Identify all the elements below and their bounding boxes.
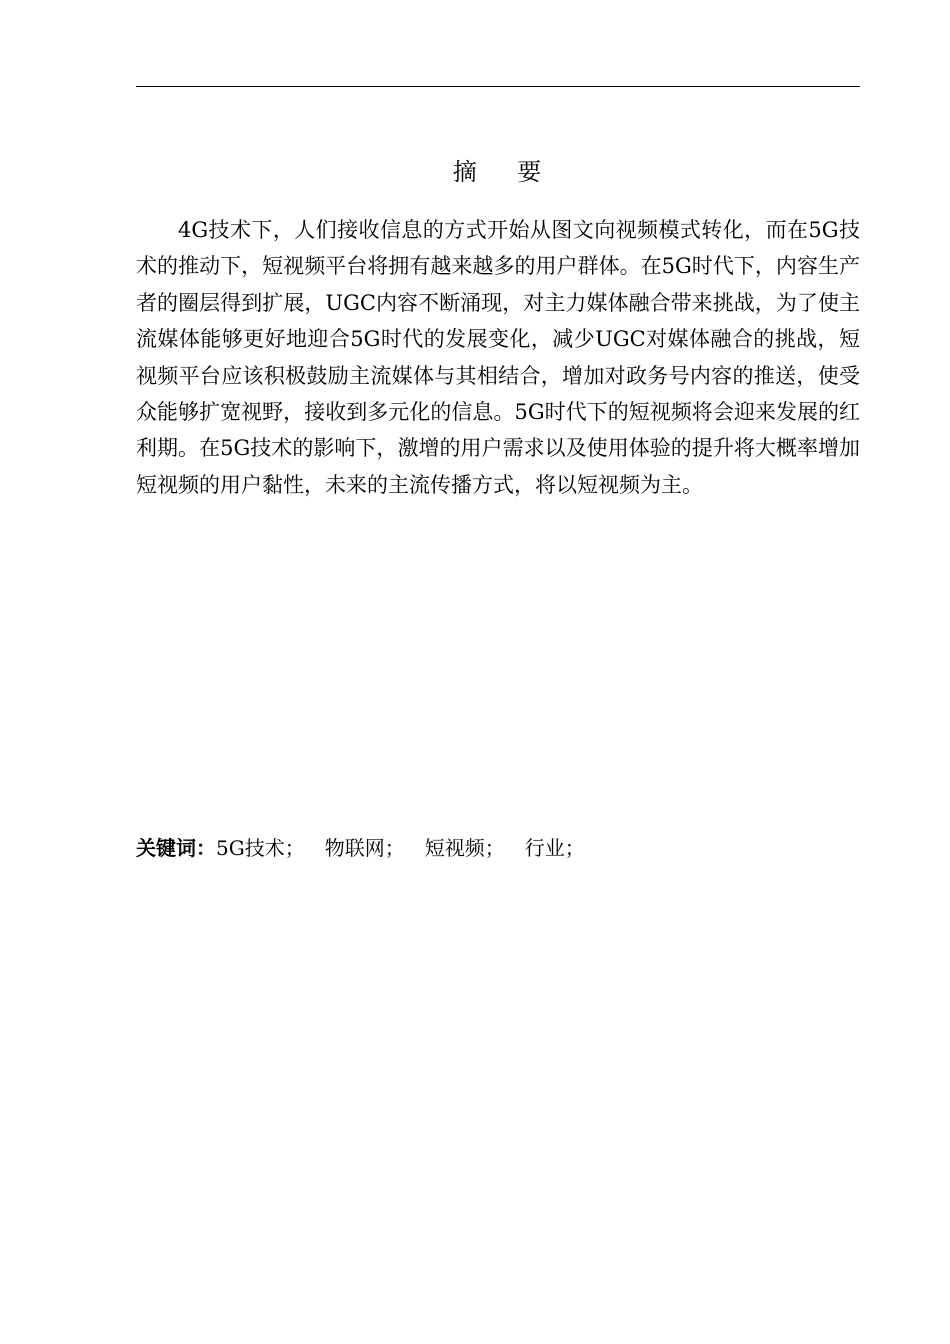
keywords-label: 关键词： — [136, 836, 216, 860]
keyword-item: 行业； — [524, 836, 585, 860]
keyword-item: 物联网； — [324, 836, 405, 860]
abstract-title: 摘 要 — [452, 158, 544, 186]
keywords-line — [136, 832, 860, 864]
header-rule — [136, 86, 860, 87]
abstract-body: 4G技术下，人们接收信息的方式开始从图文向视频模式转化，而在5G技术的推动下，短视频平台将拥有越来越多的用户群体。在5G时代下，内容生产者的圈层得到扩展，UGC内容不断涌现，对主力媒体融合带来挑战，为了使主流媒体能够更好地迎合5G时代的发展变化，减少UGC对媒体融合的挑战，短视频平台应该积极鼓励主流媒体与其相结合，增加对政务号内容的推送，使受众能够扩宽视野，接收到多元化的信息。5G时代下的短视频将会迎来发展的红利期。在5G技术的影响下，激增的用户需求以及使用体验的提升将大概率增加短视频的用户黏性，未来的主流传播方式，将以短视频为主。 — [136, 218, 860, 497]
keyword-item: 5G技术； — [216, 836, 305, 860]
keyword-item: 短视频； — [424, 836, 505, 860]
